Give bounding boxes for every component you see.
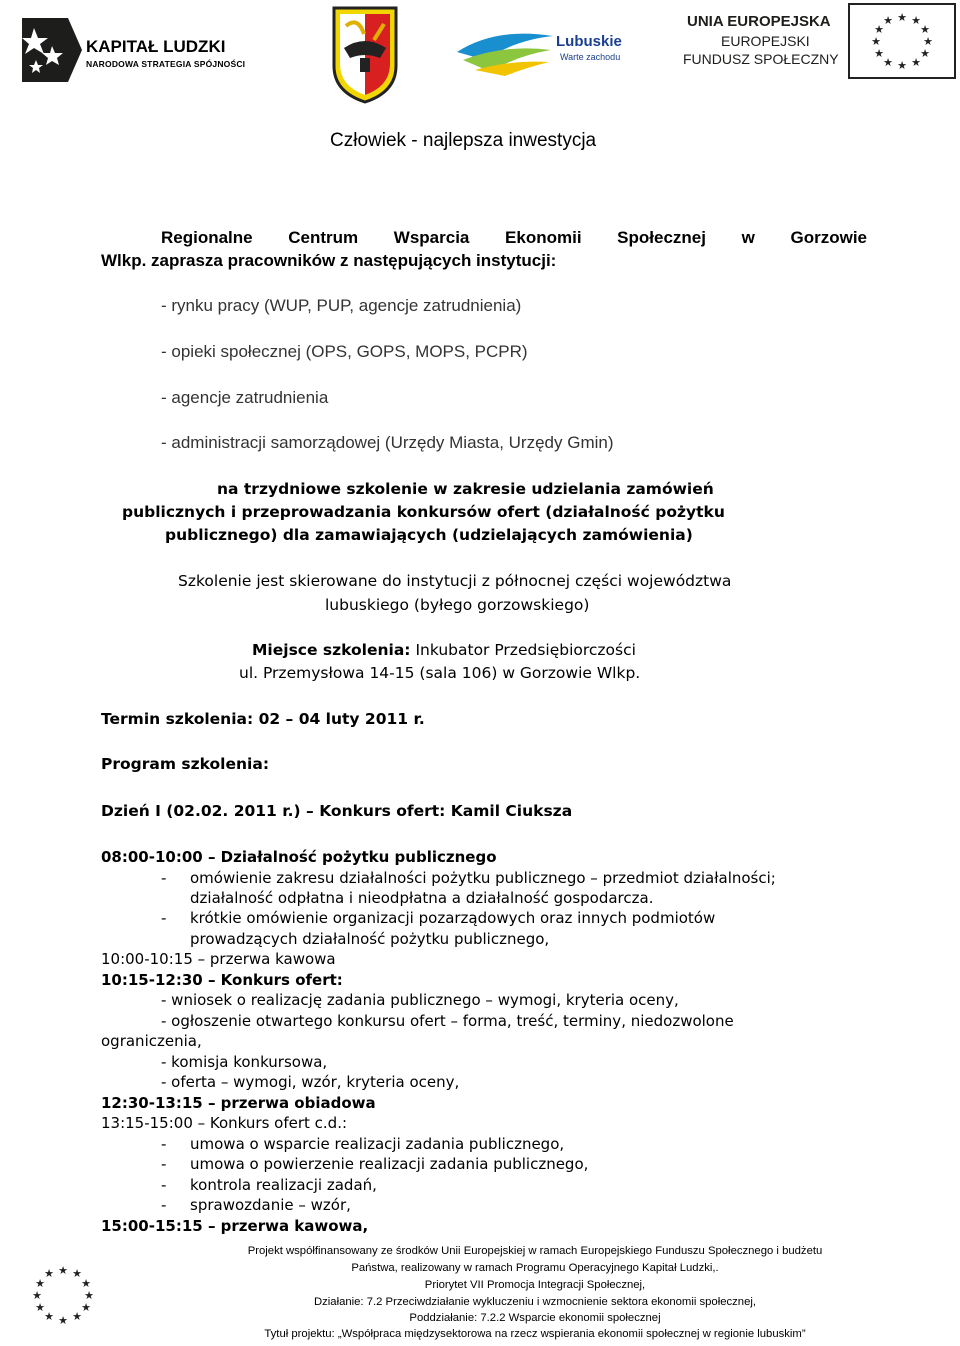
bullet-dash: - [161,909,167,927]
footer-line: Państwa, realizowany w ramach Programu Operacyjnego Kapitał Ludzki,. [351,1262,719,1274]
logo-kapital-subtitle: NARODOWA STRATEGIA SPÓJNOŚCI [86,59,246,69]
intro-line1: Regionalne Centrum Wsparcia Ekonomii Społecznej w Gorzowie [161,228,867,247]
bullet-dash: - [161,1135,167,1153]
svg-text:★: ★ [897,11,907,24]
svg-text:★: ★ [911,14,921,27]
place-value: Inkubator Przedsiębiorczości [410,641,636,659]
footer-line: Tytuł projektu: „Współpraca międzysektorowa na rzecz wspierania ekonomii społecznej w regionie lubuskim” [264,1328,806,1340]
coat-of-arms-icon [330,4,400,104]
svg-text:★: ★ [58,1314,68,1327]
list-item: sprawozdanie – wzór, [190,1196,351,1214]
bullet-dash: - [161,869,167,887]
place-address: ul. Przemysłowa 14-15 (sala 106) w Gorzowie Wlkp. [239,664,641,682]
list-item: omówienie zakresu działalności pożytku publicznego – przedmiot działalności; [190,869,776,887]
list-item: krótkie omówienie organizacji pozarządowych oraz innych podmiotów [190,909,716,927]
svg-text:★: ★ [35,1277,45,1290]
audience-line: lubuskiego (byłego gorzowskiego) [325,596,590,614]
svg-text:★: ★ [44,1267,54,1280]
svg-text:★: ★ [920,23,930,36]
logo-ue-line3: FUNDUSZ SPOŁECZNY [683,51,839,67]
place-label: Miejsce szkolenia: [252,641,411,659]
audience-line: Szkolenie jest skierowane do instytucji z północnej części województwa [178,572,732,590]
training-title-line: publicznych i przeprowadzania konkursów ofert (działalność pożytku [122,503,725,521]
svg-text:★: ★ [44,1310,54,1323]
list-item: prowadzących działalność pożytku publicznego, [190,930,550,948]
eu-stars-footer-icon [28,1262,98,1330]
svg-text:★: ★ [81,1301,91,1314]
svg-text:★: ★ [35,1301,45,1314]
list-item: - administracji samorządowej (Urzędy Miasta, Urzędy Gmin) [161,433,614,452]
program-label: Program szkolenia: [101,755,270,773]
svg-text:★: ★ [84,1289,94,1302]
list-item: umowa o wsparcie realizacji zadania publicznego, [190,1135,565,1153]
bullet-dash: - [161,1176,167,1194]
bullet-dash: - [161,1196,167,1214]
logo-ue-line2: EUROPEJSKI [721,33,810,49]
intro-line2: Wlkp. zaprasza pracowników z następujących instytucji: [101,251,557,270]
svg-text:★: ★ [874,47,884,60]
break-item: 10:00-10:15 – przerwa kawowa [101,950,336,968]
list-item: - komisja konkursowa, [161,1053,328,1071]
logo-lubuskie-subtitle: Warte zachodu [560,52,621,62]
list-item: - rynku pracy (WUP, PUP, agencje zatrudnienia) [161,296,522,315]
list-item: - ogłoszenie otwartego konkursu ofert – forma, treść, terminy, niedozwolone [161,1012,734,1030]
svg-text:★: ★ [32,1289,42,1302]
svg-text:★: ★ [58,1264,68,1277]
footer-line: Projekt współfinansowany ze środków Unii Europejskiej w ramach Europejskiego Funduszu Społecznego i budżetu [247,1245,823,1257]
list-item: ograniczenia, [101,1032,202,1050]
svg-text:★: ★ [72,1310,82,1323]
svg-text:★: ★ [72,1267,82,1280]
list-item: - wniosek o realizację zadania publicznego – wymogi, kryteria oceny, [161,991,679,1009]
svg-text:★: ★ [81,1277,91,1290]
list-item: - opieki społecznej (OPS, GOPS, MOPS, PCPR) [161,342,528,361]
svg-text:★: ★ [883,14,893,27]
svg-text:★: ★ [911,56,921,69]
logo-ue-line1: UNIA EUROPEJSKA [687,13,831,30]
svg-text:★: ★ [883,56,893,69]
bullet-dash: - [161,1155,167,1173]
break-item: 12:30-13:15 – przerwa obiadowa [101,1094,376,1112]
break-item: 15:00-15:15 – przerwa kawowa, [101,1217,369,1235]
svg-text:★: ★ [923,35,933,48]
training-title-line: na trzydniowe szkolenie w zakresie udzielania zamówień [217,480,714,498]
list-item: kontrola realizacji zadań, [190,1176,377,1194]
list-item: umowa o powierzenie realizacji zadania publicznego, [190,1155,589,1173]
session-title: 13:15-15:00 – Konkurs ofert c.d.: [101,1114,348,1132]
eu-stars-flag-icon [848,3,956,79]
session-title: 10:15-12:30 – Konkurs ofert: [101,971,343,989]
logo-kapital-title: KAPITAŁ LUDZKI [86,37,226,56]
day1-heading: Dzień I (02.02. 2011 r.) – Konkurs ofert: Kamil Ciuksza [101,802,573,820]
logo-lubuskie-title: Lubuskie [556,33,622,50]
training-title-line: publicznego) dla zamawiających (udzielających zamówienia) [165,526,693,544]
list-item: - oferta – wymogi, wzór, kryteria oceny, [161,1073,460,1091]
svg-text:★: ★ [920,47,930,60]
motto: Człowiek - najlepsza inwestycja [330,130,597,151]
svg-text:★: ★ [871,35,881,48]
list-item: działalność odpłatna i nieodpłatna a działalność gospodarcza. [190,889,654,907]
svg-text:★: ★ [874,23,884,36]
svg-text:★: ★ [897,59,907,72]
kapital-ludzki-star-icon [22,18,82,82]
footer-line: Działanie: 7.2 Przeciwdziałanie wykluczeniu i wzmocnienie sektora ekonomii społecznej, [313,1296,757,1308]
footer-line: Poddziałanie: 7.2.2 Wsparcie ekonomii społecznej [409,1312,661,1324]
place-line [252,641,636,659]
footer-line: Priorytet VII Promocja Integracji Społecznej, [424,1279,646,1291]
lubuskie-wave-icon [455,22,555,77]
training-term: Termin szkolenia: 02 – 04 luty 2011 r. [101,710,425,728]
session-title: 08:00-10:00 – Działalność pożytku publicznego [101,848,497,866]
list-item: - agencje zatrudnienia [161,388,329,407]
